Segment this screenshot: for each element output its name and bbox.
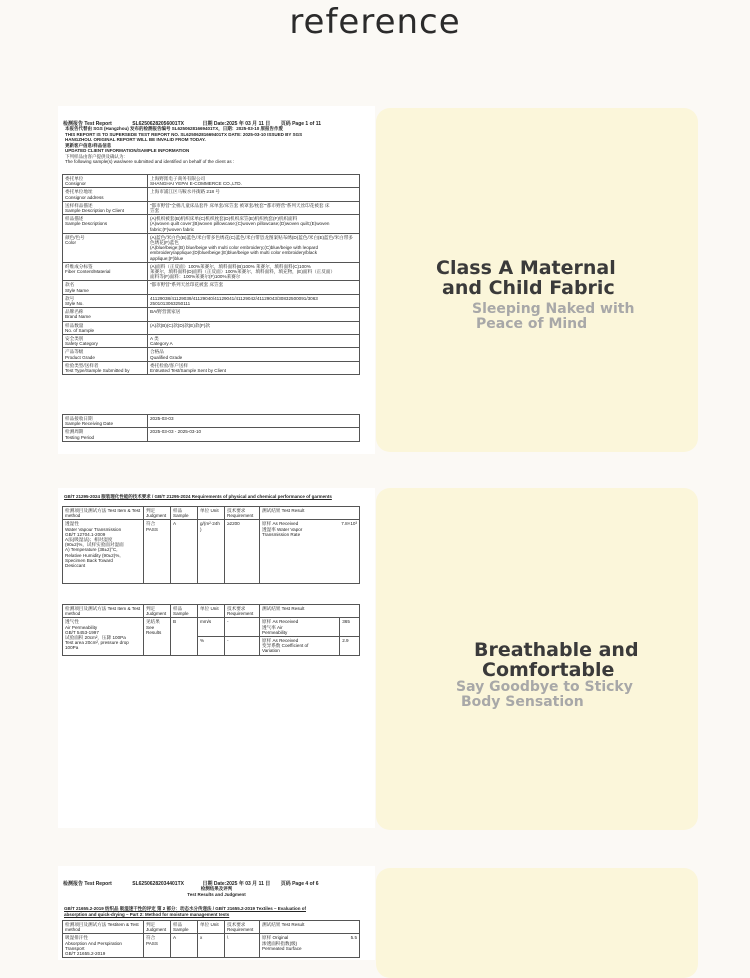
- field-label-line: No. of Sample: [65, 327, 95, 333]
- field-value-line: 2025-03-03 - 2025-03-10: [150, 429, 202, 435]
- item-line: (90±2)%，试样实验面对湿面: [65, 542, 124, 548]
- col-test-item: 检测项目及测试方法 Testitem & Test method: [63, 921, 144, 934]
- field-value: [148, 281, 360, 294]
- field-value: [148, 415, 360, 428]
- item-line: 吸湿排汗性: [65, 935, 88, 941]
- field-value: [148, 348, 360, 361]
- result-label-line: Permeated Surface: [262, 945, 302, 951]
- judgment-line: PASS: [146, 526, 158, 532]
- field-label-line: Consignor: [65, 181, 86, 187]
- water-vapour-judgment: [144, 520, 171, 584]
- col-requirement: 技术要求 Requirement: [225, 507, 260, 520]
- claim-1-headline-2: and Child Fabric: [442, 277, 615, 299]
- field-label: [63, 428, 148, 441]
- field-value-line: 41129038/41129039/41129040/41129041/41129042/41129043/30832500091/3063: [150, 295, 318, 301]
- col-requirement: 技术要求 Requirement: [225, 605, 260, 618]
- item-line: GB/T 21655.2-2019: [65, 951, 106, 957]
- judgment-line: 符合: [146, 935, 156, 941]
- field-label: [63, 321, 148, 334]
- supersede-line: UPDATED CLIENT INFORMATION/SAMPLE INFORMATION: [65, 148, 190, 153]
- field-value: [148, 188, 360, 201]
- col-judgment: 判定 Judgment: [144, 921, 171, 934]
- test-report-page-4: [58, 866, 375, 960]
- claim-2-headline-2: Comfortable: [482, 659, 615, 681]
- field-value-line: Qualified Grade: [150, 354, 183, 360]
- field-label-line: Test Type/Sample Submitted by: [65, 368, 130, 374]
- sample-info-row: [63, 335, 360, 348]
- absorption-sample: A: [171, 934, 198, 958]
- report-1-header-label: 检测报告 Test Report: [63, 121, 112, 127]
- judgment-line: 见结果: [146, 619, 160, 625]
- field-value-line: fabric;(F)woven fabric: [150, 226, 195, 232]
- result-label-line: 变异系数 Coefficient of: [262, 643, 309, 649]
- field-label-line: Style No.: [65, 301, 84, 307]
- field-label: [63, 281, 148, 294]
- field-value-line: (A)blue/beige;(B) blue/beige with multi color embroidery;(C)blue/beige with leopard: [150, 245, 319, 251]
- report-3-number: SL62506282034401TX: [132, 881, 184, 887]
- report-2-table-2: [62, 604, 360, 656]
- col-requirement: 技术要求 Requirement: [225, 921, 260, 934]
- claim-1: [436, 258, 634, 332]
- field-label-line: Sample Receiving Date: [65, 421, 114, 427]
- report-3-section-cn: 检测结果及评判: [200, 886, 233, 891]
- field-label-line: Brand Name: [65, 314, 91, 320]
- result-label-line: 原样 As Received: [262, 521, 299, 527]
- absorption-unit: x: [198, 934, 225, 958]
- col-judgment: 判定 Judgment: [144, 605, 171, 618]
- item-line: Water Vapour Transmission: [65, 526, 122, 532]
- field-value-line: (A)机织被套(B)机织床单(C)机织枕套(D)机织床笠(E)机织枕套(F)机织面料: [150, 216, 298, 222]
- report-1-sample-table: [62, 174, 360, 375]
- water-vapour-result-label: [262, 521, 302, 537]
- report-1-dates-table: [62, 414, 360, 442]
- report-2-table-1: [62, 506, 360, 584]
- absorption-item: [63, 934, 144, 958]
- sample-info-row: [63, 175, 360, 188]
- sample-info-row: [63, 201, 360, 214]
- supersede-line: 更新客户信息/样品信息: [65, 142, 112, 148]
- item-line: Transport: [65, 945, 85, 951]
- report-1-page: 页码 Page 1 of 11: [280, 121, 321, 127]
- field-label-line: Consignor address: [65, 194, 104, 200]
- field-value-line: 上海市浦江区马鞍水井街路 218 号: [150, 189, 220, 195]
- report-3-data-row: [63, 934, 360, 958]
- claim-panel-3: [376, 868, 698, 978]
- claim-1-subline-2: Peace of Mind: [476, 316, 588, 332]
- field-label-line: Safety Category: [65, 341, 98, 347]
- judgment-line: PASS: [146, 940, 158, 946]
- field-label-line: Product Grade: [65, 354, 95, 360]
- judgment-line: Results: [146, 629, 162, 635]
- field-value-line: 2025-03-03: [150, 416, 174, 421]
- water-vapour-item: [63, 520, 144, 584]
- field-value-line: 莱赛尔，填料面料(D)面料（正反面）100%莱赛尔，填料面料，填充物，(E)面料（正反面）: [150, 269, 336, 275]
- unit-line: g/(m²·24h: [200, 521, 220, 527]
- field-value-line: SHANGHAI YEPAI E-COMMERCE CO.,LTD.: [150, 181, 242, 187]
- field-value: [148, 175, 360, 188]
- water-vapour-result-cell: [260, 520, 360, 584]
- field-value-line: 面料等(F)面料：100%莱赛尔(F)100%莱赛尔: [150, 274, 241, 280]
- field-value-line: 2501013063250111: [150, 301, 191, 307]
- field-label: [63, 262, 148, 281]
- item-line: GB/T 5453-1997: [65, 629, 99, 635]
- field-label-line: 安全类别: [65, 336, 84, 342]
- field-value: [148, 308, 360, 321]
- field-value-line: 上海野派电子商务有限公司: [150, 176, 206, 181]
- result-label-line: 原样 Original: [262, 935, 289, 941]
- col-unit: 单位 Unit: [198, 605, 225, 618]
- field-value-line: (A)面料（正反面）100%莱赛尔，填料面料(B)100% 莱赛尔，填料面料(C)100%: [150, 263, 311, 269]
- field-value: [148, 215, 360, 234]
- field-label-line: 产品等级: [65, 349, 84, 355]
- item-line: A) Temperature (38±2)°C,: [65, 547, 118, 553]
- col-sample: 样品 Sample: [171, 921, 198, 934]
- result-label-line: 原样 As Received: [262, 619, 299, 625]
- field-label: [63, 175, 148, 188]
- result-label-line: 原样 As Received: [262, 638, 299, 644]
- field-value-line: “都市野营”系列天丝印花被套 床笠套: [150, 282, 224, 288]
- claim-2: [456, 640, 639, 710]
- field-value-line: A 类: [150, 336, 159, 342]
- col-test-result: 测试结果 Test Result: [260, 921, 360, 934]
- variation-unit: %: [198, 637, 225, 656]
- report-3-section-en: Test Results and Judgment: [187, 891, 246, 897]
- result-label-line: 透湿率 Water Vapor: [262, 526, 303, 532]
- absorption-judgment: [144, 934, 171, 958]
- field-value-line: (A)woven quilt cover;(B)woven pillowcase;(C)woven pillowcase;(D)woven quilt;(E)woven: [150, 221, 330, 227]
- claim-2-subline-2: Body Sensation: [461, 694, 584, 710]
- item-line: Test area 20cm², pressure drop: [65, 640, 129, 646]
- supersede-line: HANGZHOU. ORIGINAL REPORT WILL BE INVALID FROM TODAY.: [65, 137, 206, 142]
- sample-info-row: [63, 188, 360, 201]
- judgment-line: 符合: [146, 521, 156, 527]
- col-test-item: 检测项目及测试方法 Test Item & Test method: [63, 507, 144, 520]
- field-value: [148, 294, 360, 307]
- air-permeability-requirement: -: [225, 618, 260, 637]
- claim-panel-1: [376, 108, 698, 452]
- field-label: [63, 294, 148, 307]
- col-judgment: 判定 Judgment: [144, 507, 171, 520]
- report-3-section-title: [58, 886, 375, 897]
- report-3-title-line-1: GB/T 21655.2-2019 纺织品 吸湿速干性的评定 第 2 部分：动态水分传递法 / GB/T 21655.2-2019 Textiles – Evaluation of: [64, 906, 306, 911]
- report-1-date: 日期 Date:2025 年 03 月 11 日: [202, 121, 271, 127]
- sample-info-row: [63, 308, 360, 321]
- report-3-title: [64, 906, 366, 917]
- field-label: [63, 188, 148, 201]
- report-3-page: 页码 Page 4 of 6: [280, 881, 319, 887]
- col-unit: 单位 Unit: [198, 507, 225, 520]
- result-label-line: Permeability: [262, 629, 288, 635]
- item-line: GB/T 12704.1-2009: [65, 531, 106, 537]
- claim-1-subline-1: Sleeping Naked with: [472, 301, 635, 317]
- water-vapour-unit: [198, 520, 225, 584]
- item-line: A法(吸湿法)；相对湿度: [65, 537, 113, 543]
- air-permeability-result-label: [260, 618, 340, 637]
- field-label: [63, 233, 148, 262]
- item-line: 透气性: [65, 619, 79, 625]
- variation-requirement: -: [225, 637, 260, 656]
- air-permeability-result: 365: [340, 618, 360, 637]
- field-label: [63, 308, 148, 321]
- report-3-header-label: 检测报告 Test Report: [63, 881, 112, 887]
- field-label: [63, 415, 148, 428]
- sample-info-row: [63, 262, 360, 281]
- col-sample: 样品 Sample: [171, 507, 198, 520]
- field-value-line: “都市野营”全棉儿童床品套件 床单套/床笠套 被罩套/枕套”“都市野营”系列天丝印花被套 床: [150, 202, 330, 208]
- field-label-line: Sample Description by Client: [65, 208, 124, 214]
- item-line: Specimen Back Toward: [65, 557, 113, 563]
- air-permeability-unit: mm/s: [198, 618, 225, 637]
- field-label: [63, 335, 148, 348]
- item-line: 100Pa: [65, 645, 79, 651]
- item-line: 透湿性: [65, 521, 79, 527]
- sample-info-row: [63, 428, 360, 441]
- unit-line: ): [200, 526, 202, 532]
- sample-info-row: [63, 348, 360, 361]
- supersede-line: The following sample(s) was/were submitted and identified on behalf of the client as :: [65, 159, 235, 164]
- sample-info-row: [63, 215, 360, 234]
- sample-info-row: [63, 361, 360, 374]
- report-3-date: 日期 Date:2025 年 03 月 11 日: [202, 881, 271, 887]
- field-label-line: Color: [65, 240, 76, 246]
- field-label-line: Sample Descriptions: [65, 221, 108, 227]
- report-2-data-row: [63, 520, 360, 584]
- field-label-line: 颜色/色号: [65, 234, 85, 240]
- field-label-line: 款号: [65, 295, 75, 301]
- variation-result-label: [260, 637, 340, 656]
- field-value: [148, 201, 360, 214]
- item-line: Relative Humidity (90±2)%,: [65, 552, 121, 558]
- field-label: [63, 201, 148, 214]
- air-permeability-item: [63, 618, 144, 655]
- claim-1-headline-1: Class A Maternal: [436, 257, 616, 279]
- item-line: 试验面积 20cm²，压降 100Pa: [65, 635, 126, 641]
- claim-2-headline-1: Breathable and: [474, 639, 639, 661]
- field-label-line: Fiber Content/Material: [65, 269, 111, 275]
- water-vapour-requirement: ≥2200: [225, 520, 260, 584]
- field-value-line: 笠套: [150, 208, 160, 214]
- field-label-line: 送样样品描述: [65, 202, 93, 208]
- field-value-line: Category A: [150, 341, 173, 347]
- field-value: [148, 233, 360, 262]
- field-value: [148, 262, 360, 281]
- field-label-line: 检验类型/送样者: [65, 362, 99, 368]
- field-label-line: 委托单位地址: [65, 189, 93, 195]
- absorption-result-label: [262, 935, 302, 951]
- field-value-line: BA/野营派家居: [150, 309, 181, 315]
- field-label-line: 品牌名称: [65, 309, 84, 315]
- field-value-line: embroidery/applique;(D)blue/beige;(E)blue/beige with multi color embroidery/black: [150, 250, 317, 256]
- report-2-header-row: [63, 507, 360, 520]
- field-value: [148, 361, 360, 374]
- air-permeability-row-1: [63, 618, 360, 637]
- report-3-table: [62, 920, 360, 958]
- water-vapour-result-value: 7.8×10³: [341, 521, 357, 527]
- field-value-line: applique;(F)blue: [150, 255, 184, 261]
- sample-info-row: [63, 415, 360, 428]
- result-label-line: Variation: [262, 648, 280, 654]
- field-value: [148, 428, 360, 441]
- sample-info-row: [63, 281, 360, 294]
- field-label: [63, 361, 148, 374]
- test-report-breathability: [58, 488, 375, 828]
- item-line: Absorption And Perspiration: [65, 940, 122, 946]
- supersede-line: THIS REPORT IS TO SUPERSEDE TEST REPORT NO. SL62506281669401TX DATE: 2025-03-10 ISSUED BY SGS: [65, 131, 303, 137]
- field-label-line: 款名: [65, 282, 75, 288]
- absorption-result-cell: [260, 934, 360, 958]
- field-value-line: (A)蓝色/米白色(B)蓝色/米白带多色绣花(C)蓝色/米白带恐龙图案贴布绣(D)蓝色/米白(E)蓝色/米白带多色绣花(F)蓝色: [150, 234, 353, 246]
- field-value-line: 委托检验/客户送样: [150, 362, 189, 368]
- result-label-line: 渗透面积指数(级): [262, 940, 298, 946]
- field-label-line: 样品接收日期: [65, 416, 93, 421]
- claim-2-subline-1: Say Goodbye to Sticky: [456, 679, 633, 695]
- report-3-header-row: [63, 921, 360, 934]
- field-label-line: 样品数量: [65, 322, 84, 328]
- col-test-item: 检测项目及测试方法 Test Item & Test method: [63, 605, 144, 618]
- field-label: [63, 215, 148, 234]
- field-label-line: 纤维成分标签: [65, 263, 93, 269]
- water-vapour-sample: A: [171, 520, 198, 584]
- field-label-line: Style Name: [65, 287, 89, 293]
- result-label-line: 透气率 Air: [262, 624, 283, 630]
- sample-info-row: [63, 294, 360, 307]
- item-line: Air Permeability: [65, 624, 98, 630]
- field-value: [148, 321, 360, 334]
- report-1-number: SL62506282056001TX: [132, 121, 184, 127]
- page-title: reference: [289, 2, 461, 42]
- col-test-result: 测试结果 Test Result: [260, 507, 360, 520]
- claim-panel-2: [376, 488, 698, 830]
- judgment-line: See: [146, 624, 155, 630]
- col-test-result: 测试结果 Test Result: [260, 605, 360, 618]
- variation-result: 2.9: [340, 637, 360, 656]
- field-label-line: 检测周期: [65, 429, 84, 435]
- supersede-line: 本报告代替由 SGS (Hangzhou) 发布的检测报告编号 SL62506281669401TX，日期：2025-03-10 原报告作废: [65, 126, 284, 131]
- field-label-line: Testing Period: [65, 434, 95, 440]
- sample-info-row: [63, 321, 360, 334]
- sample-info-row: [63, 233, 360, 262]
- supersede-line: 下列样品由客户提供及确认为：: [65, 153, 128, 159]
- absorption-requirement: \: [225, 934, 260, 958]
- air-permeability-judgment: [144, 618, 171, 655]
- field-value-line: (A)款(B)(C)款(D)款(E)款(F)款: [150, 322, 210, 328]
- absorption-result-value: 5.5: [350, 935, 357, 941]
- item-line: Desiccant: [65, 563, 86, 569]
- field-value-line: Entrusted Test/Sample Sent by Client: [150, 368, 227, 374]
- test-report-page-1: [58, 106, 375, 454]
- report-3-title-line-2: absorption and quick-drying – Part 2: Method for moisture management tests: [64, 911, 230, 917]
- result-label-line: Transmission Rate: [262, 531, 301, 537]
- field-value-line: 合格品: [150, 349, 164, 355]
- col-unit: 单位 Unit: [198, 921, 225, 934]
- report-2-title: GB/T 21295-2024 服装理化性能的技术要求 / GB/T 21295-2024 Requirements of physical and chemical performance of garments: [64, 494, 332, 499]
- report-2b-header-row: [63, 605, 360, 618]
- field-label: [63, 348, 148, 361]
- field-label-line: 委托单位: [65, 176, 84, 181]
- field-label-line: 样品描述: [65, 216, 84, 222]
- col-sample: 样品 Sample: [171, 605, 198, 618]
- air-permeability-sample: B: [171, 618, 198, 655]
- report-1-supersede-notice: [65, 126, 365, 165]
- field-value: [148, 335, 360, 348]
